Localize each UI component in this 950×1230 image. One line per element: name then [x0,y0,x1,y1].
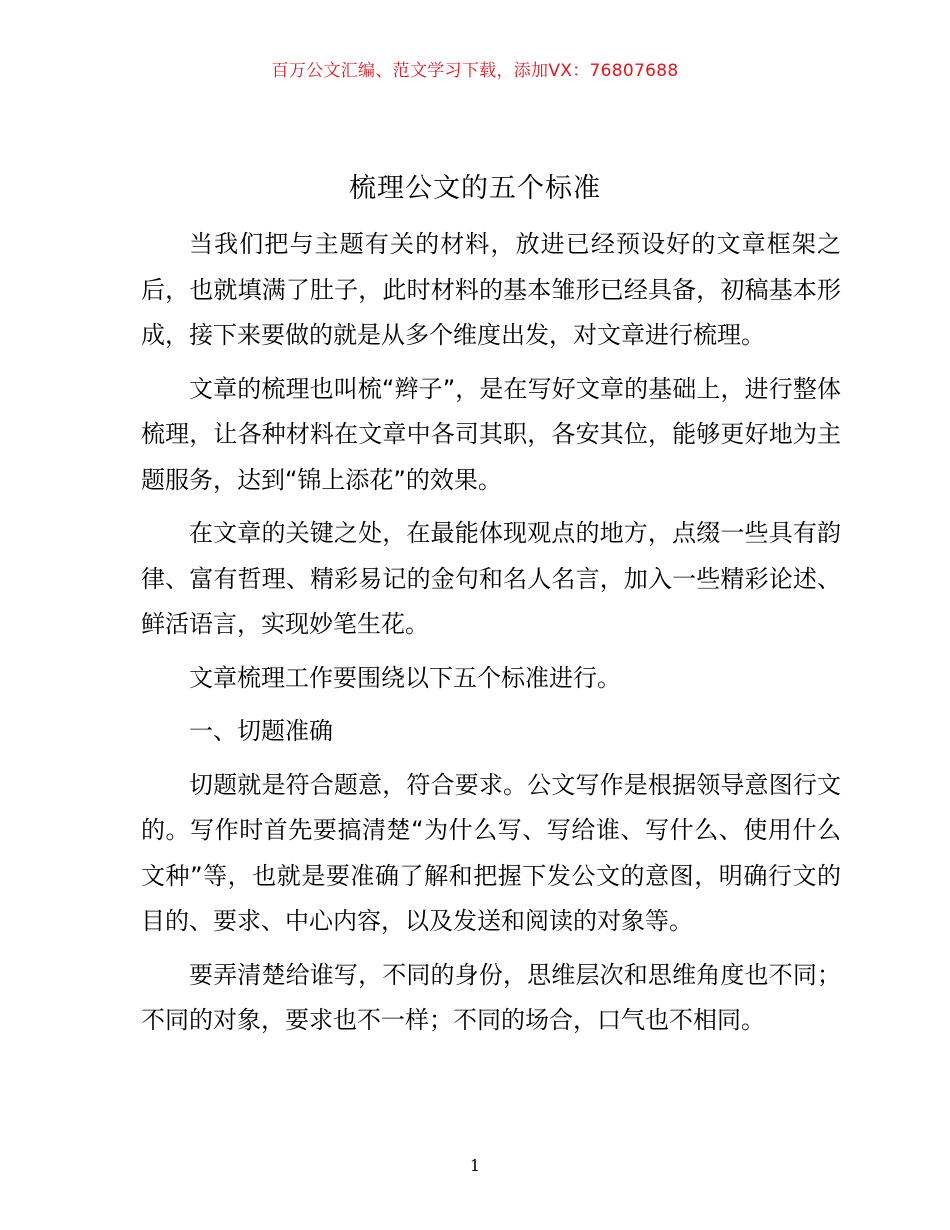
paragraph-intro: 当我们把与主题有关的材料，放进已经预设好的文章框架之后，也就填满了肚子，此时材料的基本雏形已经具备，初稿基本形成，接下来要做的就是从多个维度出发，对文章进行梳理。 [141,230,841,349]
document-title: 梳理公文的五个标准 [349,173,601,204]
document-body [141,222,841,1052]
paragraph-relevance: 切题就是符合题意，符合要求。公文写作是根据领导意图行文的。写作时首先要搞清楚“为什么写、写给谁、写什么、使用什么文种”等，也就是要准确了解和把握下发公文的意图，明确行文的目的、要求、中心内容，以及发送和阅读的对象等。 [141,770,841,935]
paragraph-audience: 要弄清楚给谁写，不同的身份，思维层次和思维角度也不同；不同的对象，要求也不一样；不同的场合，口气也不相同。 [141,960,841,1034]
paragraph-five-standards: 文章梳理工作要围绕以下五个标准进行。 [189,663,621,692]
page-number: 1 [469,1156,481,1175]
paragraph-combing: 文章的梳理也叫梳“辫子”，是在写好文章的基础上，进行整体梳理，让各种材料在文章中各司其职，各安其位，能够更好地为主题服务，达到“锦上添花”的效果。 [141,374,841,494]
section-heading-1: 一、切题准确 [189,717,333,745]
watermark-header: 百万公文汇编、范文学习下载，添加VX：76807688 [271,61,679,81]
paragraph-key-points: 在文章的关键之处，在最能体现观点的地方，点缀一些具有韵律、富有哲理、精彩易记的金句和名人名言，加入一些精彩论述、鲜活语言，实现妙笔生花。 [141,519,841,638]
